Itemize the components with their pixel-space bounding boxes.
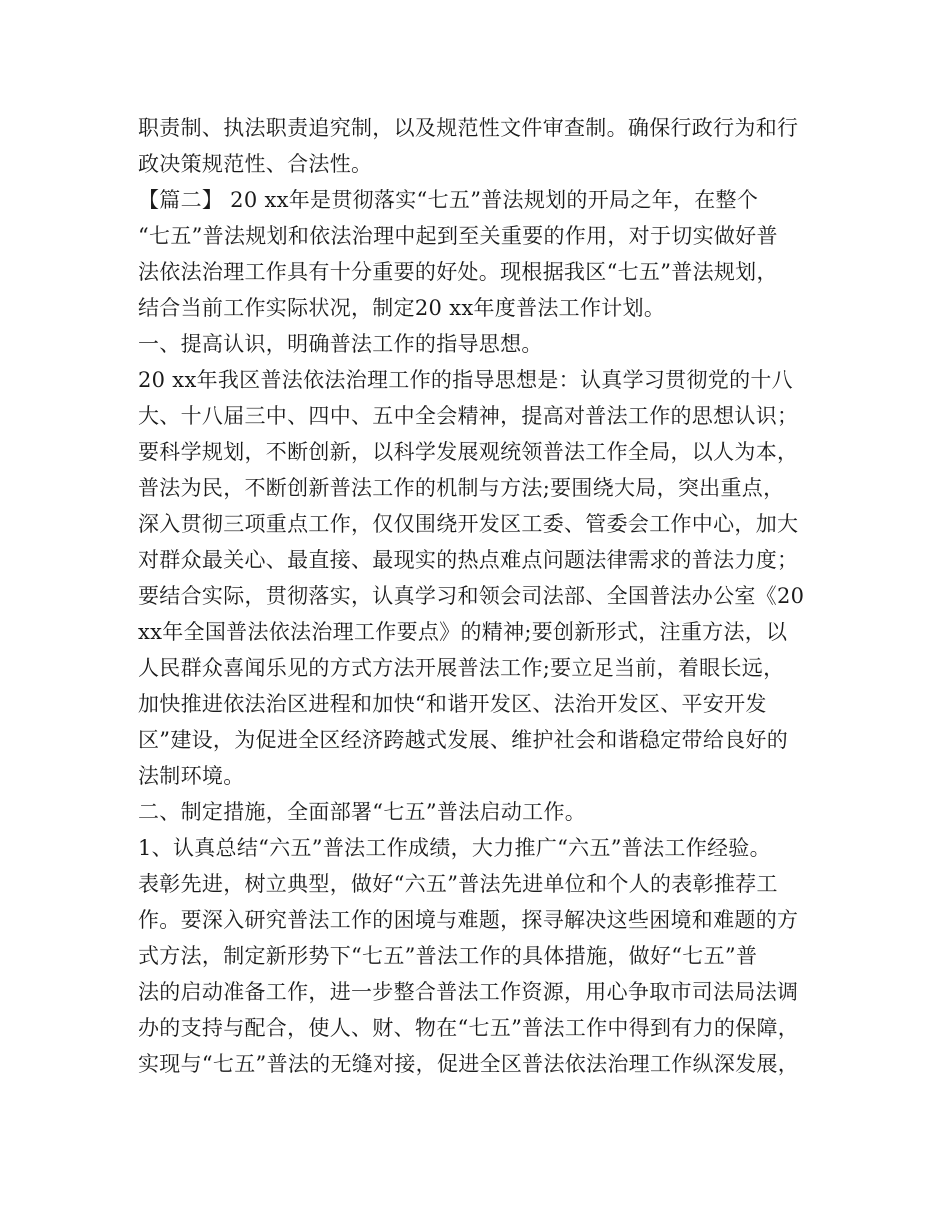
text-line: 办的支持与配合，使人、财、物在“七五”普法工作中得到有力的保障， — [138, 1016, 800, 1040]
text-line: 结合当前工作实际状况，制定20 xx年度普法工作计划。 — [138, 296, 666, 320]
text-line: 大、十八届三中、四中、五中全会精神，提高对普法工作的思想认识； — [138, 404, 799, 428]
text-line: 职责制、执法职责追究制，以及规范性文件审查制。确保行政行为和行 — [138, 116, 799, 140]
text-line: 20 xx年我区普法依法治理工作的指导思想是：认真学习贯彻党的十八 — [138, 368, 793, 392]
text-line: 法制环境。 — [138, 764, 245, 788]
document-body — [138, 110, 824, 1082]
text-line: 深入贯彻三项重点工作，仅仅围绕开发区工委、管委会工作中心，加大 — [138, 512, 799, 536]
text-line: 区”建设，为促进全区经济跨越式发展、维护社会和谐稳定带给良好的 — [138, 728, 789, 752]
text-line: 1、认真总结“六五”普法工作成绩，大力推广“六五”普法工作经验。 — [138, 836, 771, 860]
text-line: 法依法治理工作具有十分重要的好处。现根据我区“七五”普法规划， — [138, 260, 778, 284]
text-line: 作。要深入研究普法工作的困境与难题，探寻解决这些困境和难题的方 — [138, 908, 799, 932]
text-line: 实现与“七五”普法的无缝对接，促进全区普法依法治理工作纵深发展， — [138, 1052, 800, 1076]
text-line: 要结合实际，贯彻落实，认真学习和领会司法部、全国普法办公室《20 — [138, 584, 805, 608]
text-line: 要科学规划，不断创新，以科学发展观统领普法工作全局，以人为本， — [138, 440, 799, 464]
text-line: 普法为民，不断创新普法工作的机制与方法;要围绕大局，突出重点， — [138, 476, 785, 500]
text-line: “七五”普法规划和依法治理中起到至关重要的作用，对于切实做好普 — [138, 224, 778, 248]
text-line: 对群众最关心、最直接、最现实的热点难点问题法律需求的普法力度； — [138, 548, 799, 572]
heading-one: 一、提高认识，明确普法工作的指导思想。 — [138, 332, 543, 356]
text-line: 加快推进依法治区进程和加快“和谐开发区、法治开发区、平安开发 — [138, 692, 767, 716]
heading-two: 二、制定措施，全面部署“七五”普法启动工作。 — [138, 800, 587, 824]
text-line: 人民群众喜闻乐见的方式方法开展普法工作;要立足当前，着眼长远， — [138, 656, 785, 680]
text-line: xx年全国普法依法治理工作要点》的精神;要创新形式，注重方法，以 — [138, 620, 788, 644]
section-heading-line: 【篇二】 20 xx年是贯彻落实“七五”普法规划的开局之年，在整个 — [138, 188, 759, 212]
text-line: 式方法，制定新形势下“七五”普法工作的具体措施，做好“七五”普 — [138, 944, 758, 968]
text-line: 表彰先进，树立典型，做好“六五”普法先进单位和个人的表彰推荐工 — [138, 872, 778, 896]
text-line: 法的启动准备工作，进一步整合普法工作资源，用心争取市司法局法调 — [138, 980, 799, 1004]
text-line: 政决策规范性、合法性。 — [138, 152, 373, 176]
